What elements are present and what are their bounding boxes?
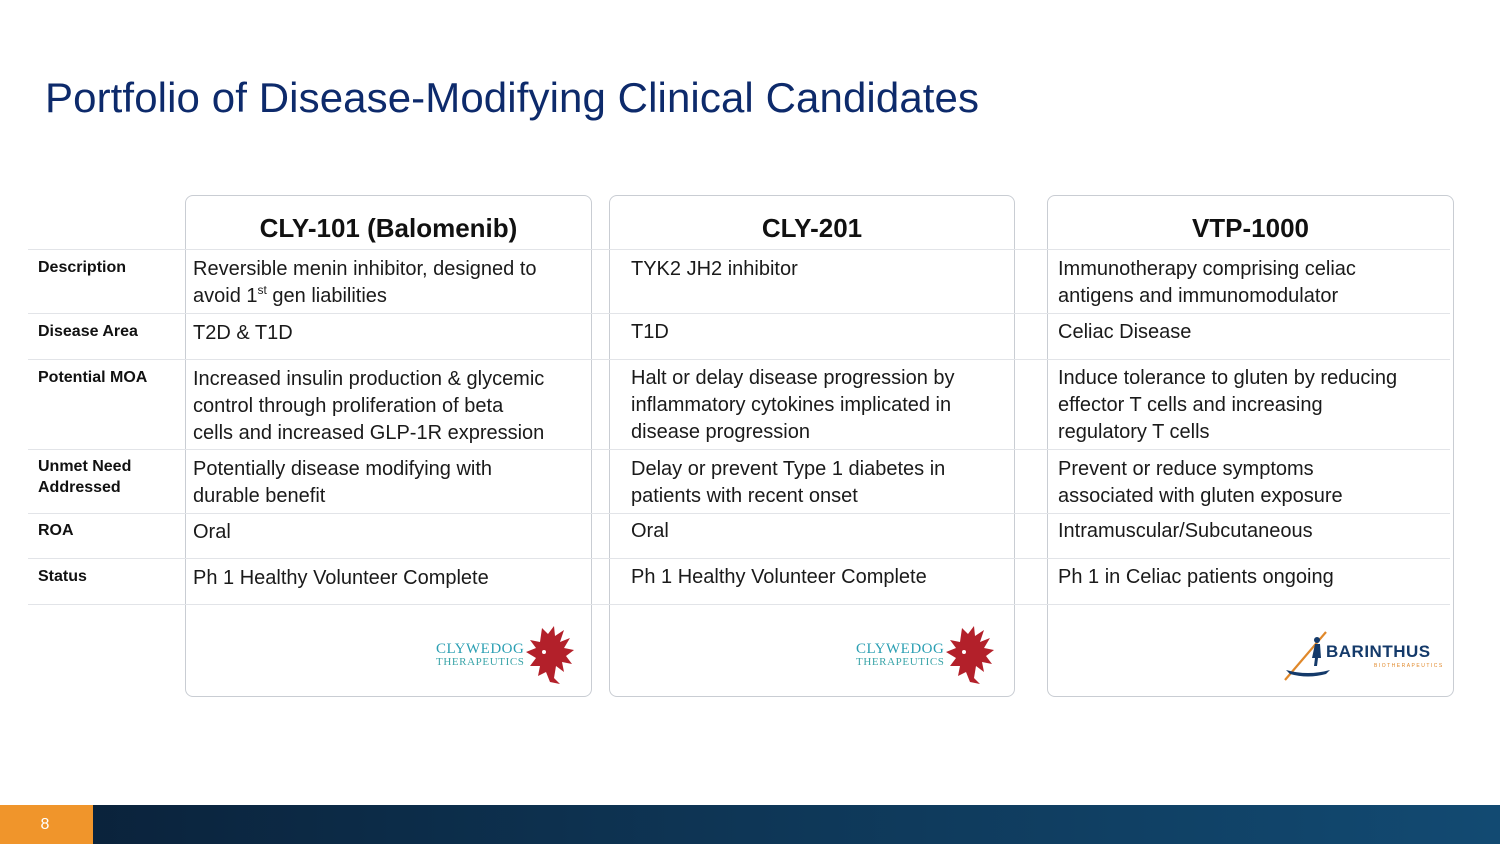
cell-line: patients with recent onset (631, 485, 858, 507)
cell-line: cells and increased GLP-1R expression (193, 422, 545, 444)
cell-roa-cly-101 (193, 519, 588, 546)
cell-unmet-need-cly-201 (631, 456, 1011, 510)
barinthus-logo (1282, 628, 1444, 684)
row-label-text: Status (38, 568, 87, 585)
cell-description-vtp-1000 (1058, 256, 1450, 310)
cell-line: Halt or delay disease progression by (631, 367, 955, 389)
cell-line: control through proliferation of beta (193, 395, 504, 417)
row-divider (28, 313, 1450, 314)
cell-line: Increased insulin production & glycemic (193, 368, 545, 390)
cell-line: antigens and immunomodulator (1058, 285, 1339, 307)
row-divider (28, 558, 1450, 559)
cell-moa-vtp-1000 (1058, 365, 1450, 446)
cell-line: durable benefit (193, 485, 326, 507)
cell-unmet-need-cly-101 (193, 456, 588, 510)
cell-status-cly-101 (193, 565, 588, 592)
page-number: 8 (40, 816, 50, 833)
cell-status-cly-201 (631, 564, 1011, 591)
cell-line: Ph 1 in Celiac patients ongoing (1058, 566, 1334, 588)
row-label-text: ROA (38, 522, 74, 539)
cell-line: T2D & T1D (193, 322, 293, 344)
cell-line: Reversible menin inhibitor, designed to (193, 258, 537, 280)
ferryman-icon (1282, 628, 1332, 684)
cell-line: T1D (631, 321, 669, 343)
cell-line: Oral (631, 520, 669, 542)
cell-roa-cly-201 (631, 518, 1011, 545)
cell-line: Ph 1 Healthy Volunteer Complete (193, 567, 489, 589)
cell-line: Celiac Disease (1058, 321, 1192, 343)
row-label-text: Disease Area (38, 323, 138, 340)
row-divider (28, 359, 1450, 360)
row-label-status (38, 566, 178, 587)
row-divider (28, 513, 1450, 514)
row-divider (28, 249, 1450, 250)
cell-line: Potentially disease modifying with (193, 458, 493, 480)
cell-line: Prevent or reduce symptoms (1058, 458, 1314, 480)
cell-disease-area-vtp-1000 (1058, 319, 1450, 346)
cell-line (193, 283, 588, 310)
cell-text: gen liabilities (266, 285, 387, 307)
cell-line: Immunotherapy comprising celiac (1058, 258, 1356, 280)
row-label-text: Potential MOA (38, 369, 148, 386)
logo-sub: THERAPEUTICS (856, 656, 945, 668)
cell-line: disease progression (631, 421, 810, 443)
logo-sub: BIOTHERAPEUTICS (1374, 663, 1444, 669)
cell-text: avoid 1 (193, 285, 258, 307)
row-label-text: Description (38, 259, 127, 276)
row-divider (28, 604, 1450, 605)
cell-moa-cly-201 (631, 365, 1011, 446)
logo-name: CLYWEDOG (856, 641, 945, 657)
cell-line: Ph 1 Healthy Volunteer Complete (631, 566, 927, 588)
cell-line: Delay or prevent Type 1 diabetes in (631, 458, 946, 480)
cell-unmet-need-vtp-1000 (1058, 456, 1450, 510)
cell-status-vtp-1000 (1058, 564, 1450, 591)
cell-line: Intramuscular/Subcutaneous (1058, 520, 1313, 542)
column-header-vtp-1000: VTP-1000 (1191, 213, 1310, 243)
cell-line: effector T cells and increasing (1058, 394, 1323, 416)
footer-bar (0, 805, 1500, 844)
cell-disease-area-cly-101 (193, 320, 588, 347)
row-label-roa (38, 520, 178, 541)
logo-name: BARINTHUS (1326, 642, 1431, 661)
cell-moa-cly-101 (193, 366, 588, 447)
logo-sub: THERAPEUTICS (436, 656, 525, 668)
clywedog-wordmark (856, 643, 944, 669)
superscript: st (257, 283, 267, 297)
column-header-cly-201: CLY-201 (761, 213, 863, 243)
cell-line: Induce tolerance to gluten by reducing (1058, 367, 1398, 389)
cell-roa-vtp-1000 (1058, 518, 1450, 545)
row-label-text: Addressed (38, 479, 121, 496)
clywedog-wordmark (436, 643, 524, 669)
logo-name: CLYWEDOG (436, 641, 525, 657)
cell-description-cly-201 (631, 256, 1011, 283)
row-label-unmet-need (38, 456, 178, 498)
row-label-potential-moa (38, 367, 178, 388)
red-dragon-icon (524, 622, 580, 686)
row-label-text: Unmet Need (38, 458, 132, 475)
slide-title: Portfolio of Disease-Modifying Clinical Candidates (45, 74, 980, 121)
clywedog-logo (436, 620, 581, 688)
clywedog-logo (856, 620, 1001, 688)
column-header-cly-101: CLY-101 (Balomenib) (259, 213, 518, 243)
row-divider (28, 449, 1450, 450)
row-label-description (38, 257, 178, 278)
cell-disease-area-cly-201 (631, 319, 1011, 346)
cell-line: Oral (193, 521, 231, 543)
red-dragon-icon (944, 622, 1000, 686)
cell-line: associated with gluten exposure (1058, 485, 1343, 507)
cell-description-cly-101 (193, 256, 588, 310)
row-label-disease-area (38, 321, 178, 342)
cell-line: inflammatory cytokines implicated in (631, 394, 952, 416)
cell-line: TYK2 JH2 inhibitor (631, 258, 798, 280)
cell-line: regulatory T cells (1058, 421, 1210, 443)
